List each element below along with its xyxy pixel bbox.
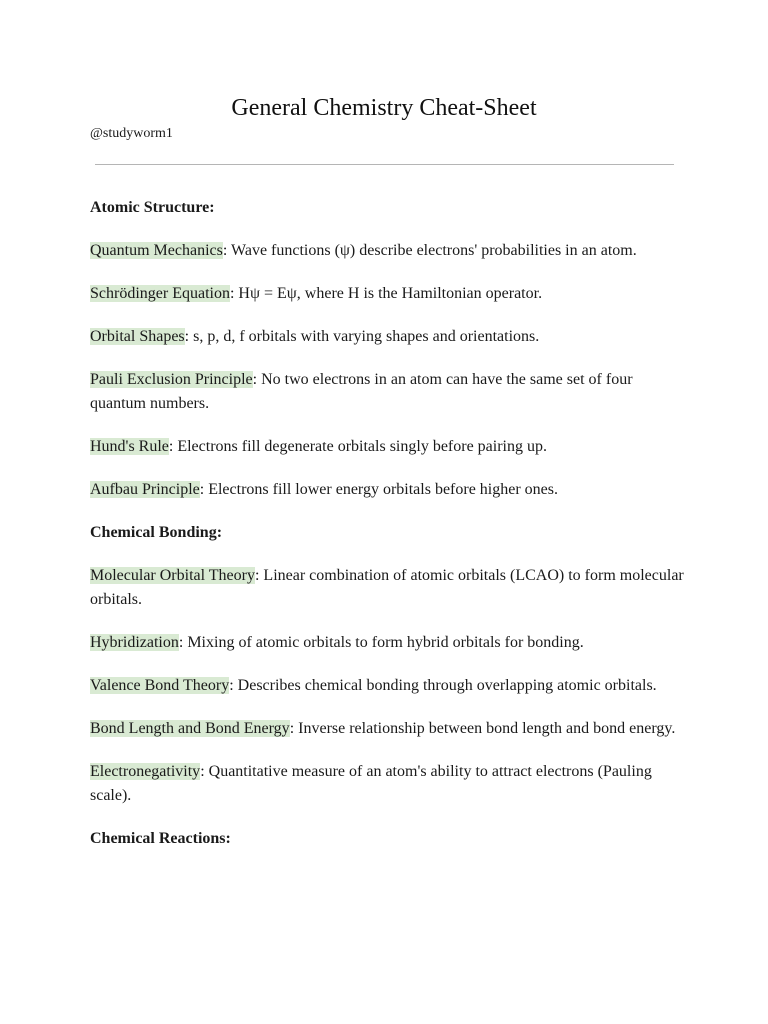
term-highlight: Bond Length and Bond Energy — [90, 720, 290, 737]
entry-quantum-mechanics — [90, 239, 685, 263]
term-definition: : Mixing of atomic orbitals to form hybrid orbitals for bonding. — [178, 634, 584, 651]
section-heading-chemical-bonding: Chemical Bonding: — [90, 524, 223, 541]
term-definition: : Electrons fill degenerate orbitals singly before pairing up. — [168, 438, 547, 455]
entry-pauli-exclusion-principle — [90, 368, 685, 416]
term-definition: : Hψ = Eψ, where H is the Hamiltonian operator. — [229, 285, 543, 302]
horizontal-divider — [95, 164, 674, 165]
term-highlight: Schrödinger Equation — [90, 285, 230, 302]
entry-molecular-orbital-theory — [90, 564, 685, 612]
page-title: General Chemistry Cheat-Sheet — [231, 95, 537, 121]
section-heading-chemical-reactions: Chemical Reactions: — [90, 830, 231, 847]
section-heading-atomic-structure: Atomic Structure: — [90, 199, 215, 216]
term-definition: : No two electrons in an atom can have the same set of four quantum numbers. — [90, 371, 633, 412]
term-definition: : Linear combination of atomic orbitals (LCAO) to form molecular orbitals. — [90, 567, 684, 608]
term-highlight: Hund's Rule — [90, 438, 169, 455]
term-definition: : Inverse relationship between bond length and bond energy. — [289, 720, 676, 737]
term-highlight: Quantum Mechanics — [90, 242, 223, 259]
term-definition: : Wave functions (ψ) describe electrons' probabilities in an atom. — [222, 242, 637, 259]
entry-bond-length-and-bond-energy — [90, 717, 685, 741]
entry-hunds-rule — [90, 435, 685, 459]
term-definition: : Describes chemical bonding through overlapping atomic orbitals. — [229, 677, 657, 694]
term-highlight: Molecular Orbital Theory — [90, 567, 255, 584]
term-highlight: Pauli Exclusion Principle — [90, 371, 253, 388]
term-definition: : Quantitative measure of an atom's ability to attract electrons (Pauling scale). — [90, 763, 652, 804]
term-highlight: Aufbau Principle — [90, 481, 200, 498]
author-handle: @studyworm1 — [90, 126, 173, 141]
entry-electronegativity — [90, 760, 685, 808]
term-definition: : s, p, d, f orbitals with varying shapes and orientations. — [184, 328, 540, 345]
term-definition: : Electrons fill lower energy orbitals before higher ones. — [199, 481, 559, 498]
term-highlight: Valence Bond Theory — [90, 677, 230, 694]
entry-orbital-shapes — [90, 325, 685, 349]
term-highlight: Orbital Shapes — [90, 328, 185, 345]
term-highlight: Electronegativity — [90, 763, 201, 780]
entry-aufbau-principle — [90, 478, 685, 502]
entry-valence-bond-theory — [90, 674, 685, 698]
term-highlight: Hybridization — [90, 634, 179, 651]
entry-hybridization — [90, 631, 685, 655]
entry-schrodinger-equation — [90, 282, 685, 306]
document-body — [90, 196, 685, 870]
